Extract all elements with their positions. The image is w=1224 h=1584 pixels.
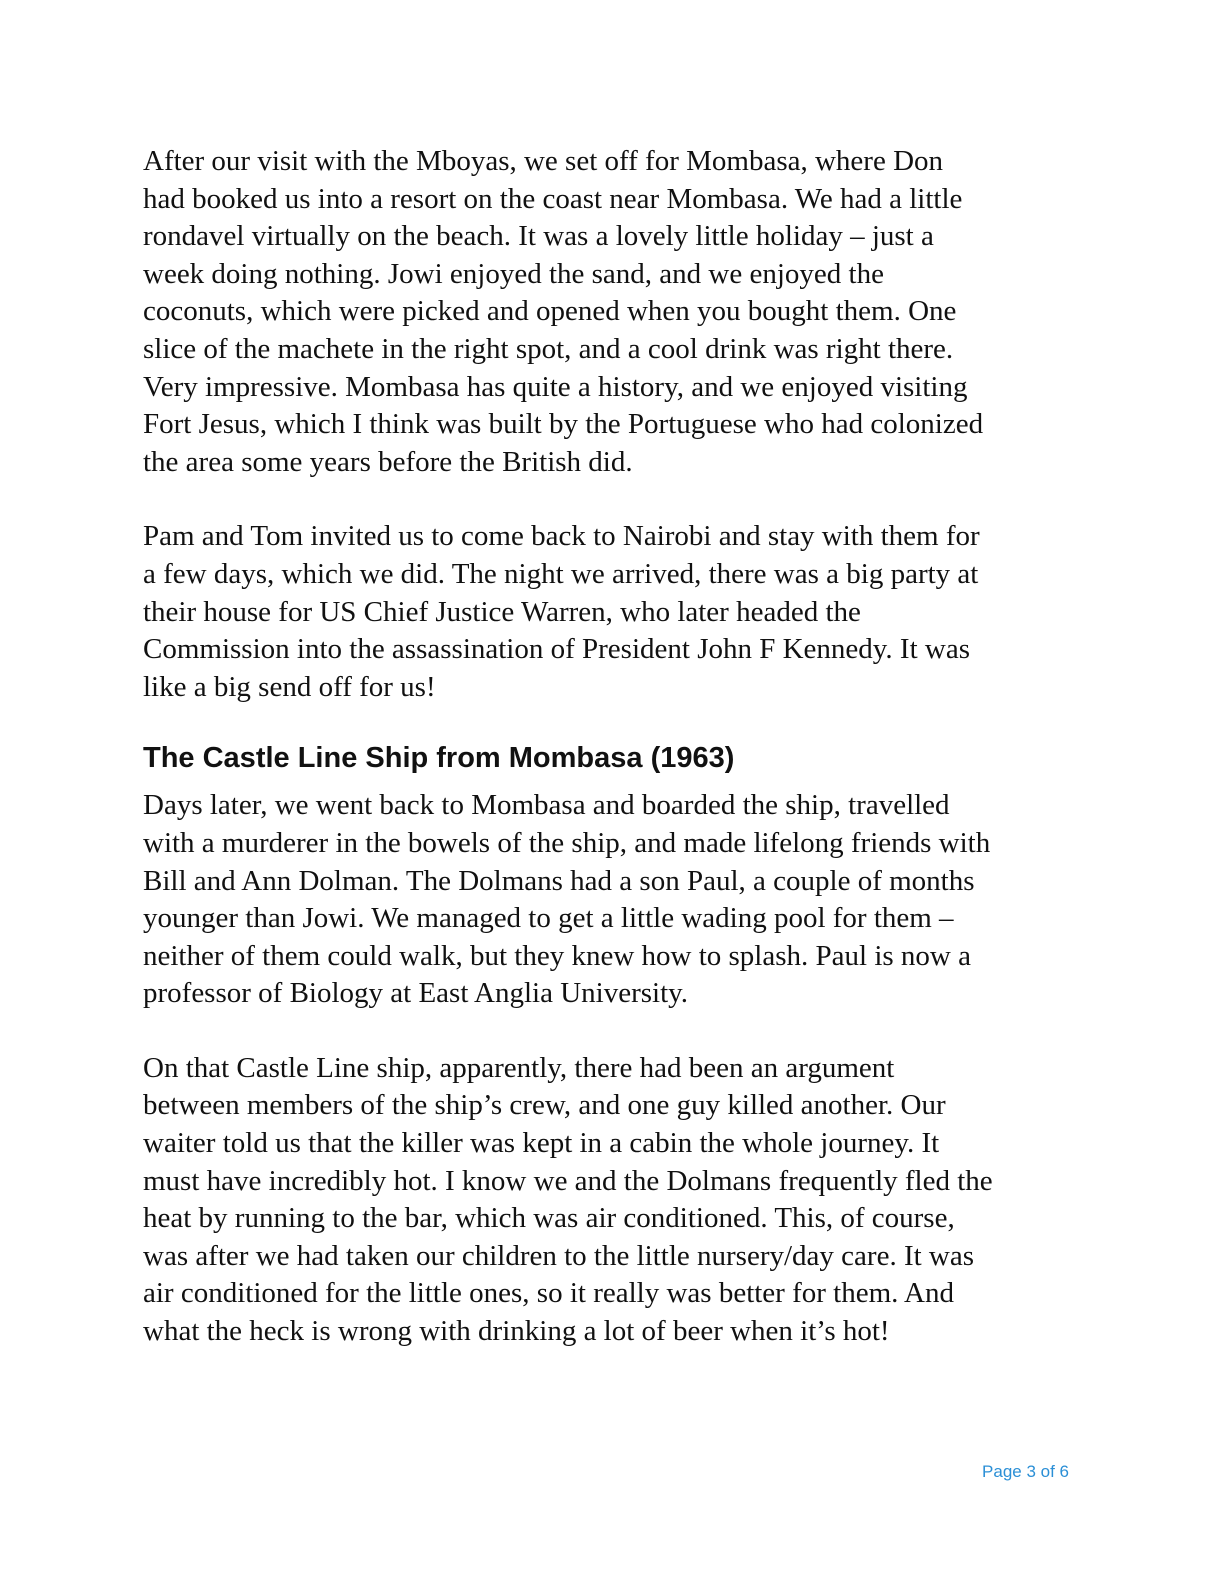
text-line: had booked us into a resort on the coast near Mombasa. We had a little xyxy=(143,182,963,215)
text-line: their house for US Chief Justice Warren, who later headed the xyxy=(143,595,861,628)
section-heading: The Castle Line Ship from Mombasa (1963) xyxy=(143,742,735,775)
text-line: week doing nothing. Jowi enjoyed the sand, and we enjoyed the xyxy=(143,257,884,290)
text-line: Very impressive. Mombasa has quite a history, and we enjoyed visiting xyxy=(143,370,968,403)
text-line: must have incredibly hot. I know we and the Dolmans frequently fled the xyxy=(143,1164,993,1197)
paragraph-ship-voyage xyxy=(143,787,1083,1013)
text-line: professor of Biology at East Anglia University. xyxy=(143,977,689,1010)
text-line: rondavel virtually on the beach. It was a lovely little holiday – just a xyxy=(143,220,934,253)
text-line: Pam and Tom invited us to come back to Nairobi and stay with them for xyxy=(143,520,980,553)
paragraph-spacer xyxy=(143,1013,1083,1050)
text-line: a few days, which we did. The night we arrived, there was a big party at xyxy=(143,557,979,590)
paragraph-ship-crew xyxy=(143,1050,1083,1351)
paragraph-spacer xyxy=(143,481,1083,518)
page-number: Page 3 of 6 xyxy=(982,1462,1069,1481)
text-line: was after we had taken our children to the little nursery/day care. It was xyxy=(143,1239,975,1272)
document-body xyxy=(143,143,1083,1351)
text-line: what the heck is wrong with drinking a lot of beer when it’s hot! xyxy=(143,1315,890,1348)
text-line: After our visit with the Mboyas, we set off for Mombasa, where Don xyxy=(143,145,944,177)
text-line: the area some years before the British did. xyxy=(143,445,633,478)
text-line: waiter told us that the killer was kept in a cabin the whole journey. It xyxy=(143,1127,940,1160)
text-line: neither of them could walk, but they knew how to splash. Paul is now a xyxy=(143,939,971,972)
section-spacer xyxy=(143,706,1083,739)
text-line: Commission into the assassination of President John F Kennedy. It was xyxy=(143,633,970,666)
text-line: On that Castle Line ship, apparently, there had been an argument xyxy=(143,1051,895,1084)
text-line: between members of the ship’s crew, and one guy killed another. Our xyxy=(143,1089,946,1122)
text-line: Bill and Ann Dolman. The Dolmans had a son Paul, a couple of months xyxy=(143,864,975,897)
text-line: air conditioned for the little ones, so it really was better for them. And xyxy=(143,1277,954,1310)
text-line: with a murderer in the bowels of the ship, and made lifelong friends with xyxy=(143,826,991,859)
text-line: younger than Jowi. We managed to get a little wading pool for them – xyxy=(143,902,954,935)
text-line: Days later, we went back to Mombasa and boarded the ship, travelled xyxy=(143,789,950,822)
heading-spacer xyxy=(143,777,1083,787)
text-line: slice of the machete in the right spot, and a cool drink was right there. xyxy=(143,332,954,365)
text-line: coconuts, which were picked and opened when you bought them. One xyxy=(143,295,957,328)
text-line: like a big send off for us! xyxy=(143,670,436,703)
paragraph-mombasa-resort xyxy=(143,143,1083,481)
paragraph-nairobi-party xyxy=(143,518,1083,706)
text-line: heat by running to the bar, which was air conditioned. This, of course, xyxy=(143,1202,955,1235)
text-line: Fort Jesus, which I think was built by the Portuguese who had colonized xyxy=(143,408,984,441)
